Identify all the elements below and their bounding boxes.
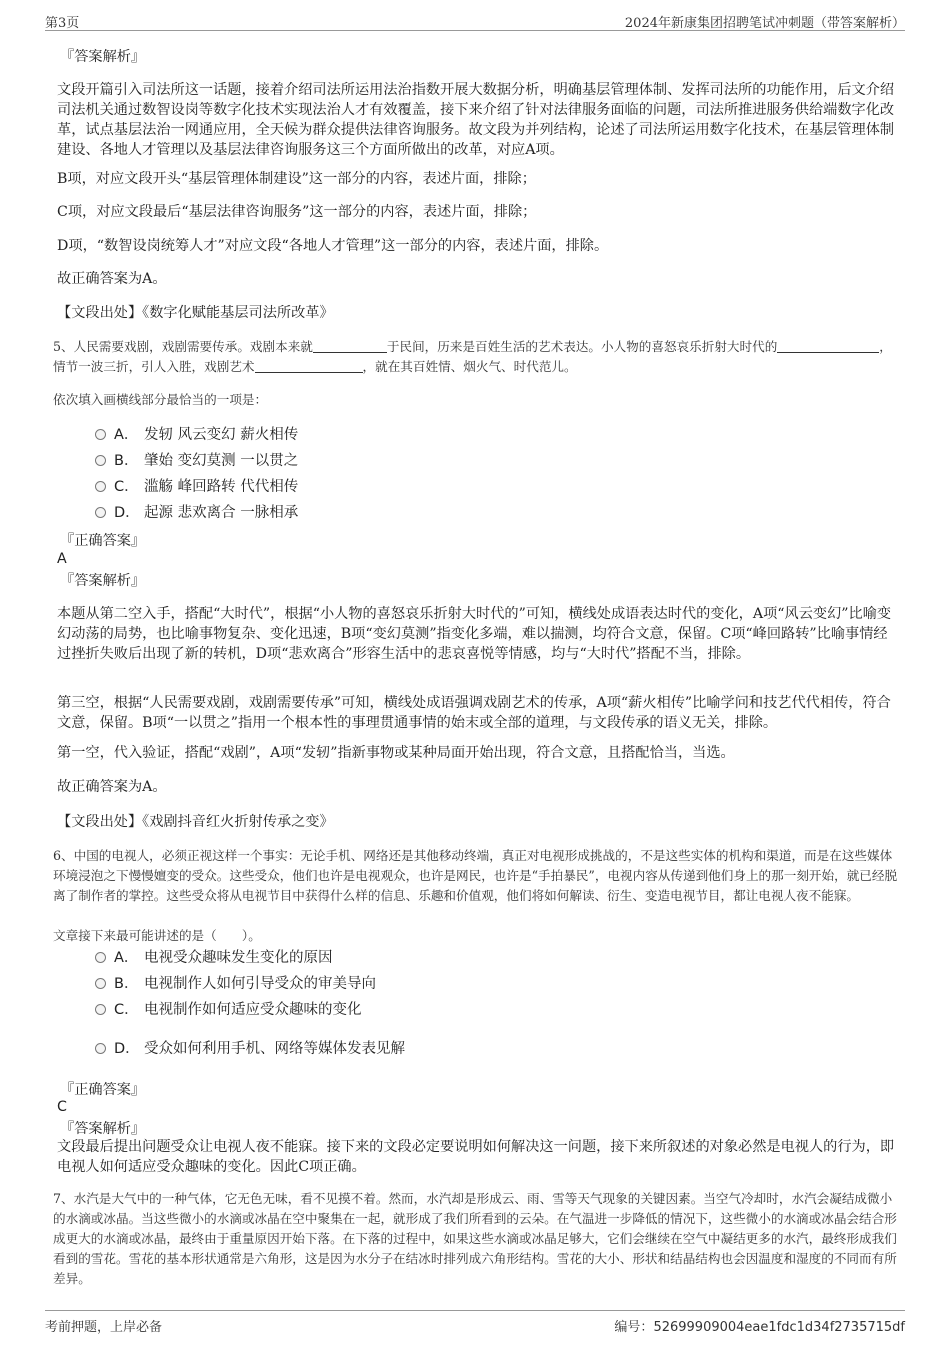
option-key: D． xyxy=(114,505,140,521)
option-text: 电视制作如何适应受众趣味的变化 xyxy=(144,1002,362,1018)
radio-icon[interactable] xyxy=(95,1004,106,1015)
q5-stem-part-2: 于民间，历来是百姓生活的艺术表达。小人物的喜怒哀乐折射大时代的 xyxy=(386,339,778,354)
radio-icon[interactable] xyxy=(95,978,106,989)
q6-option-d[interactable] xyxy=(95,1039,405,1059)
q5-analysis-paragraph-1: 本题从第二空入手，搭配“大时代”，根据“小人物的喜怒哀乐折射大时代的”可知，横线处成语表达时代的变化，A项“风云变幻”比喻变幻动荡的局势，也比喻事物复杂、变化迅速，B项“变幻莫测”指变化多端，难以揣测，均符合文意，保留。C项“峰回路转”比喻事情经过挫折失败后出现了新的转机，D项“悲欢离合”形容生活中的悲哀喜悦等情感，均与“大时代”搭配不当，排除。 xyxy=(57,606,892,662)
option-text: 发轫 风云变幻 薪火相传 xyxy=(144,427,299,443)
q5-correct-answer: A xyxy=(57,551,67,567)
q5-analysis-paragraph-3: 第一空，代入验证，搭配“戏剧”，A项“发轫”指新事物或某种局面开始出现，符合文意，且搭配恰当，当选。 xyxy=(57,745,735,761)
option-text: 电视制作人如何引导受众的审美导向 xyxy=(144,976,376,992)
radio-icon[interactable] xyxy=(95,455,106,466)
q5-blank-1 xyxy=(313,340,387,353)
q6-correct-answer: C xyxy=(57,1099,67,1115)
q5-analysis-paragraph-2: 第三空，根据“人民需要戏剧，戏剧需要传承”可知，横线处成语强调戏剧艺术的传承，A项“薪火相传”比喻学问和技艺代代相传，符合文意，保留。B项“一以贯之”指用一个根本性的事理贯通事情的始末或全部的道理，与文段传承的语义无关，排除。 xyxy=(57,695,891,731)
option-key: C． xyxy=(114,1002,139,1018)
option-key: D． xyxy=(114,1041,140,1057)
radio-icon[interactable] xyxy=(95,1043,106,1054)
q5-blank-2 xyxy=(777,340,845,353)
page-number: 第3页 xyxy=(45,16,80,31)
q6-analysis-paragraph: 文段最后提出问题受众让电视人夜不能寐。接下来的文段必定要说明如何解决这一问题，接下来所叙述的对象必然是电视人的行为，即电视人如何适应受众趣味的变化。因此C项正确。 xyxy=(57,1139,895,1175)
q4-analysis-label: 『答案解析』 xyxy=(60,49,146,65)
q5-blank-3 xyxy=(255,360,363,373)
q4-analysis-option-d: D项，“数智设岗统筹人才”对应文段“各地人才管理”这一部分的内容，表述片面，排除。 xyxy=(57,238,609,254)
option-key: B． xyxy=(114,453,139,469)
radio-icon[interactable] xyxy=(95,481,106,492)
q6-prompt: 文章接下来最可能讲述的是（ ）。 xyxy=(53,928,261,943)
option-key: B． xyxy=(114,976,139,992)
option-text: 受众如何利用手机、网络等媒体发表见解 xyxy=(144,1041,405,1057)
q5-source: 【文段出处】《戏剧抖音红火折射传承之变》 xyxy=(57,814,334,830)
radio-icon[interactable] xyxy=(95,952,106,963)
q7-stem: 7、水汽是大气中的一种气体，它无色无味，看不见摸不着。然而，水汽却是形成云、雨、雪等天气现象的关键因素。当空气冷却时，水汽会凝结成微小的水滴或冰晶。当这些微小的水滴或冰晶在空中聚集在一起，就形成了我们所看到的云朵。在气温进一步降低的情况下，这些微小的水滴或冰晶会结合形成更大的水滴或冰晶，最终由于重量原因开始下落。在下落的过程中，如果这些水滴或冰晶足够大，它们会继续在空气中凝结更多的水汽，最终形成我们看到的雪花。雪花的基本形状通常是六角形，这是因为水分子在结冰时排列成六角形结构。雪花的大小、形状和结晶结构也会因温度和湿度的不同而有所差异。 xyxy=(53,1191,897,1286)
q5-conclusion: 故正确答案为A。 xyxy=(57,779,167,795)
q6-correct-label: 『正确答案』 xyxy=(60,1082,146,1098)
q5-analysis-label: 『答案解析』 xyxy=(60,573,146,589)
q6-stem: 6、中国的电视人，必须正视这样一个事实：无论手机、网络还是其他移动终端，真正对电视形成挑战的，不是这些实体的机构和渠道，而是在这些媒体环境浸泡之下慢慢嬗变的受众。这些受众，他们也许是电视观众，也许是网民，也许是“手拍暴民”，电视内容从传递到他们身上的那一刻开始，就已经脱离了制作者的掌控。这些受众将从电视节目中获得什么样的信息、乐趣和价值观，他们将如何解读、衍生、变造电视节目，都让电视人夜不能寐。 xyxy=(53,848,898,903)
document-title: 2024年新康集团招聘笔试冲刺题（带答案解析） xyxy=(624,16,905,31)
q6-option-a[interactable] xyxy=(95,948,333,968)
q4-analysis-option-b: B项，对应文段开头“基层管理体制建设”这一部分的内容，表述片面，排除； xyxy=(57,171,536,187)
q5-option-a[interactable] xyxy=(95,425,298,445)
option-key: C． xyxy=(114,479,139,495)
q5-stem-part-1: 5、人民需要戏剧，戏剧需要传承。戏剧本来就 xyxy=(53,339,313,354)
q5-blank-2-cont xyxy=(845,340,879,353)
q4-analysis-option-c: C项，对应文段最后“基层法律咨询服务”这一部分的内容，表述片面，排除； xyxy=(57,204,537,220)
footer-document-id xyxy=(614,1316,905,1335)
option-key: A． xyxy=(114,950,139,966)
radio-icon[interactable] xyxy=(95,429,106,440)
q5-option-d[interactable] xyxy=(95,503,298,523)
q4-source: 【文段出处】《数字化赋能基层司法所改革》 xyxy=(57,305,334,321)
q6-analysis-label: 『答案解析』 xyxy=(60,1121,146,1137)
q5-stem-part-4: ，就在其百姓情、烟火气、时代范儿。 xyxy=(362,359,577,374)
q5-prompt: 依次填入画横线部分最恰当的一项是： xyxy=(53,392,268,407)
option-key: A． xyxy=(114,427,139,443)
q6-option-b[interactable] xyxy=(95,974,376,994)
q6-option-c[interactable] xyxy=(95,1000,362,1020)
document-id-label: 编号： xyxy=(614,1320,654,1335)
q5-stem-part-3: ，情节一波三折，引人入胜，戏剧艺术 xyxy=(53,339,892,374)
radio-icon[interactable] xyxy=(95,507,106,518)
q5-correct-label: 『正确答案』 xyxy=(60,533,146,549)
page-footer xyxy=(45,1310,905,1333)
q4-conclusion: 故正确答案为A。 xyxy=(57,271,167,287)
option-text: 电视受众趣味发生变化的原因 xyxy=(144,950,333,966)
option-text: 肇始 变幻莫测 一以贯之 xyxy=(144,453,299,469)
q5-option-b[interactable] xyxy=(95,451,298,471)
q4-analysis-paragraph: 文段开篇引入司法所这一话题，接着介绍司法所运用法治指数开展大数据分析，明确基层管理体制、发挥司法所的功能作用，后文介绍司法机关通过数智设岗等数字化技术实现法治人才有效覆盖，接下来介绍了针对法律服务面临的问题，司法所推进服务供给端数字化改革，试点基层法治一网通应用，全天候为群众提供法律咨询服务。故文段为并列结构，论述了司法所运用数字化技术，在基层管理体制建设、各地人才管理以及基层法律咨询服务这三个方面所做出的改革，对应A项。 xyxy=(57,82,895,158)
q5-option-c[interactable] xyxy=(95,477,298,497)
document-id-value: 52699909004eae1fdc1d34f2735715df xyxy=(653,1320,905,1335)
page-header xyxy=(45,10,905,31)
option-text: 起源 悲欢离合 一脉相承 xyxy=(144,505,299,521)
q5-stem xyxy=(53,337,898,377)
footer-slogan: 考前押题，上岸必备 xyxy=(45,1320,163,1335)
option-text: 滥觞 峰回路转 代代相传 xyxy=(144,479,299,495)
